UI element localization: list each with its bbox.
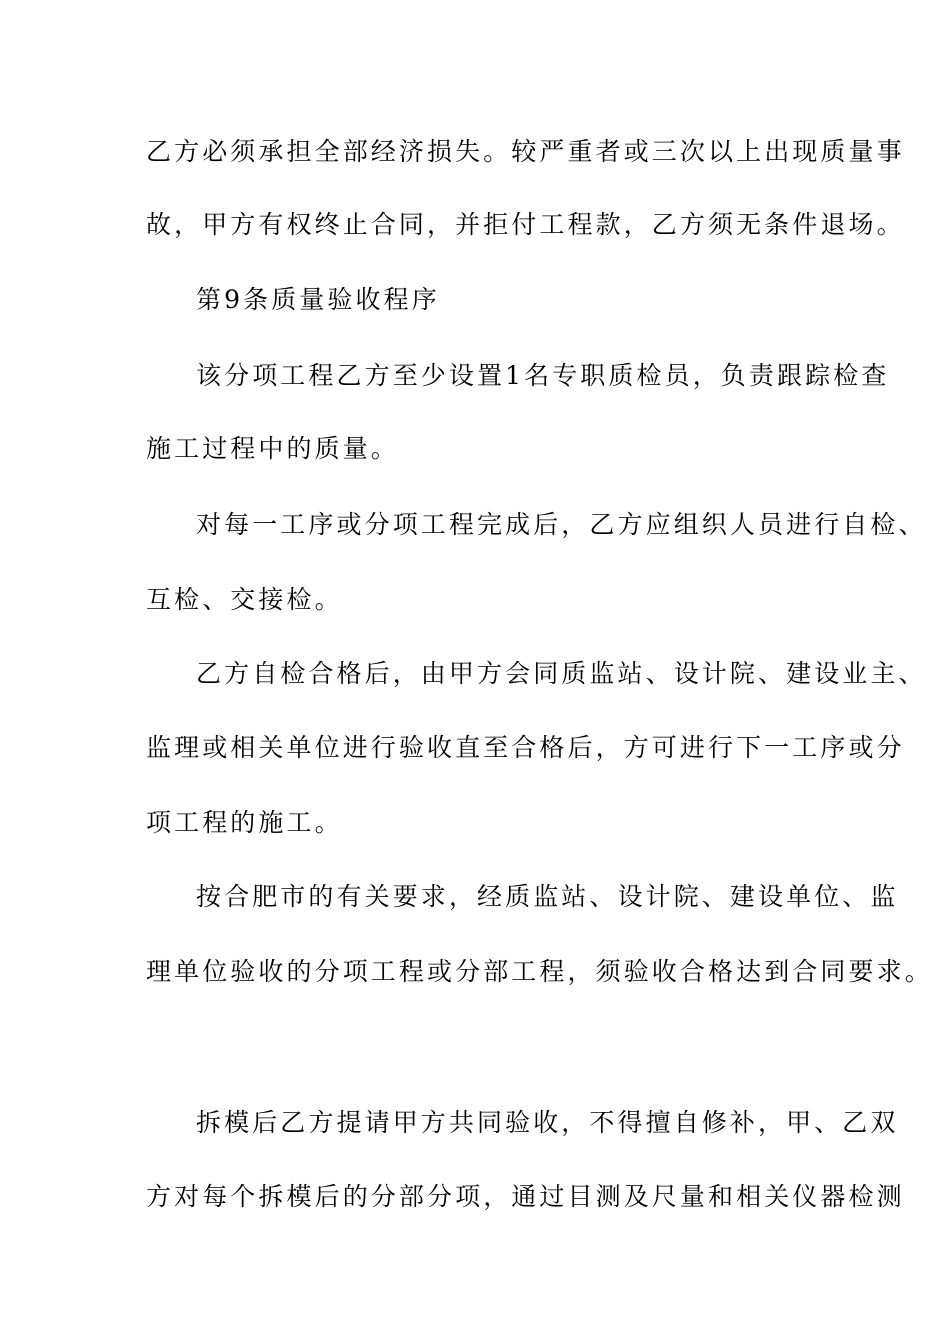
section-heading: 第9条质量验收程序 — [196, 285, 440, 314]
text-line-1: 乙方必须承担全部经济损失。较严重者或三次以上出现质量事 — [146, 137, 905, 166]
text-line-11: 按合肥市的有关要求，经质监站、设计院、建设单位、监 — [196, 882, 899, 911]
text-line-4: 该分项工程乙方至少设置1名专职质检员，负责跟踪检查 — [196, 361, 890, 390]
text-line-9: 监理或相关单位进行验收直至合格后，方可进行下一工序或分 — [146, 733, 905, 762]
text-line-13: 拆模后乙方提请甲方共同验收，不得擅自修补，甲、乙双 — [196, 1108, 899, 1137]
text-line-7: 互检、交接检。 — [146, 585, 343, 614]
text-line-2: 故，甲方有权终止合同，并拒付工程款，乙方须无条件退场。 — [146, 210, 905, 239]
text-line-12: 理单位验收的分项工程或分部工程，须验收合格达到合同要求。 — [146, 957, 933, 986]
text-line-8: 乙方自检合格后，由甲方会同质监站、设计院、建设业主、 — [196, 659, 927, 688]
text-line-14: 方对每个拆模后的分部分项，通过目测及尺量和相关仪器检测 — [146, 1182, 905, 1211]
text-line-10: 项工程的施工。 — [146, 808, 343, 837]
text-line-5: 施工过程中的质量。 — [146, 434, 399, 463]
text-line-6: 对每一工序或分项工程完成后，乙方应组织人员进行自检、 — [196, 510, 927, 539]
